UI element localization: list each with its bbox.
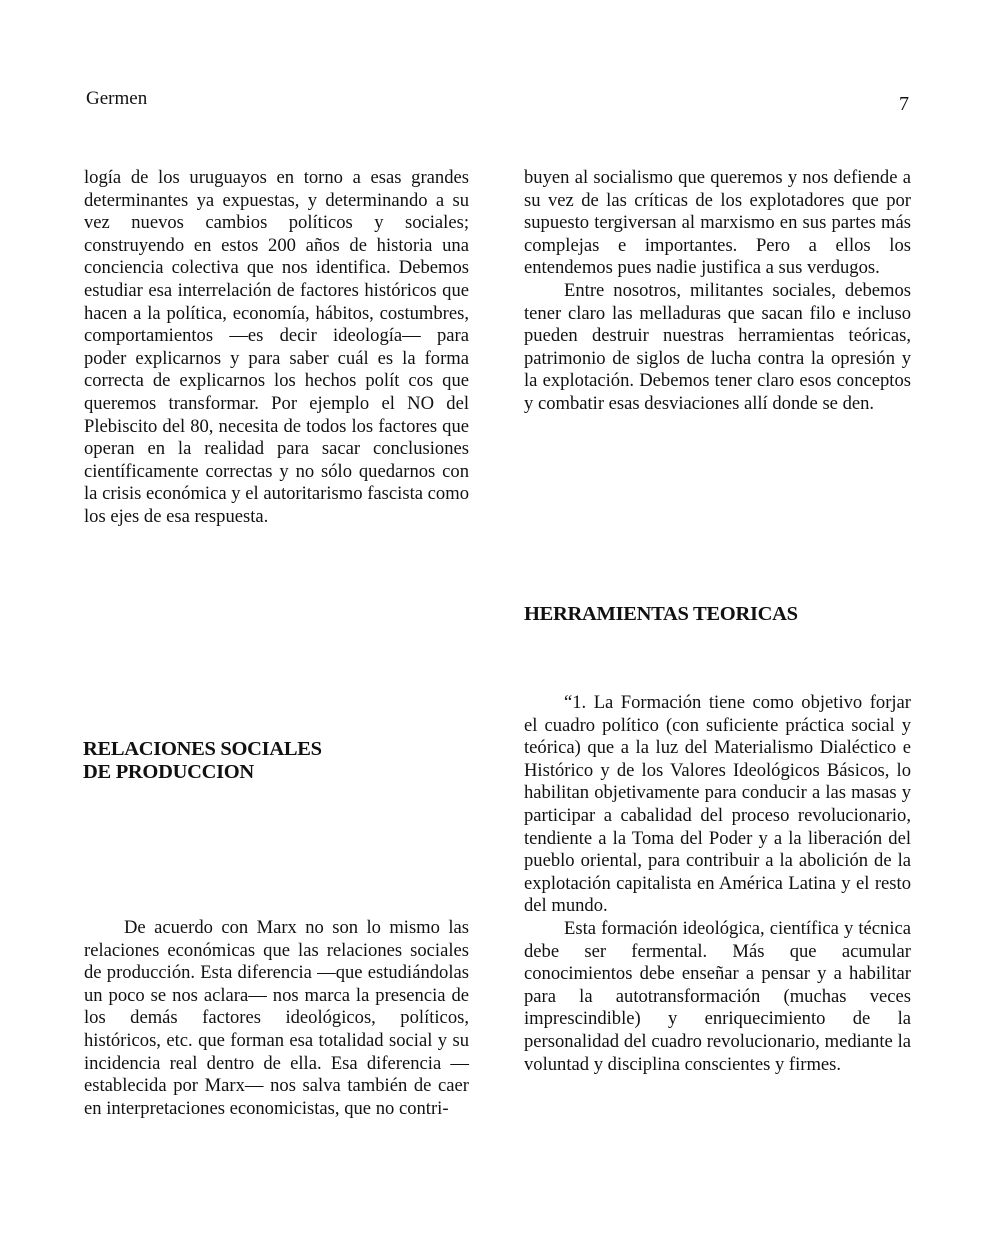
body-paragraph: Entre nosotros, militantes sociales, debemos tener claro las melladuras que sacan filo e incluso pueden destruir nuestras herramientas teóricas, patrimonio de siglos de lucha contra la opresión y la explotación. Debemos tener claro esos conceptos y combatir esas desviaciones allí donde se den. bbox=[524, 279, 911, 414]
body-paragraph: buyen al socialismo que queremos y nos defiende a su vez de las críticas de los explotadores que por supuesto tergiversan al marxismo en sus partes más complejas e importantes. Pero a ellos los entendemos pues nadie justifica a sus verdugos. bbox=[524, 167, 911, 279]
left-column-text-bottom bbox=[84, 917, 469, 1120]
section-heading-line: DE PRODUCCION bbox=[83, 761, 254, 783]
left-column-text-top bbox=[84, 167, 469, 529]
section-heading-line: RELACIONES SOCIALES bbox=[83, 738, 322, 760]
right-column-text-bottom bbox=[524, 692, 911, 1076]
section-heading-line: HERRAMIENTAS TEORICAS bbox=[524, 603, 798, 625]
section-heading-herramientas-teoricas bbox=[524, 603, 798, 626]
quoted-paragraph: “1. La Formación tiene como objetivo forjar el cuadro político (con suficiente práctica social y teórica) que a la luz del Materialismo Dialéctico e Histórico y de los Valores Ideológicos Básicos, lo habilitan objetivamente para conducir a las masas y participar a cabalidad del proceso revolucionario, tendiente a la Toma del Poder y a la liberación del pueblo oriental, para contribuir a la abolición de la explotación capitalista en América Latina y el resto del mundo. bbox=[524, 692, 911, 917]
body-paragraph: Esta formación ideológica, científica y técnica debe ser fermental. Más que acumular conocimientos debe enseñar a pensar y a habilitar para la autotransformación (muchas veces imprescindible) y enriquecimiento de la personalidad del cuadro revolucionario, mediante la voluntad y disciplina conscientes y firmes. bbox=[524, 917, 911, 1075]
right-column-text-top bbox=[524, 167, 911, 416]
running-head: Germen bbox=[86, 88, 148, 109]
page-number: 7 bbox=[899, 93, 909, 115]
section-heading-relaciones-sociales bbox=[83, 738, 322, 784]
body-paragraph: logía de los uruguayos en torno a esas grandes determinantes ya expuestas, y determinando a su vez nuevos cambios políticos y sociales; construyendo en estos 200 años de historia una conciencia colectiva que nos identifica. Debemos estudiar esa interrelación de factores históricos que hacen a la política, economía, hábitos, costumbres, comportamientos —es decir ideología— para poder explicarnos y para saber cuál es la forma correcta de explicarnos los hechos polít cos que queremos transformar. Por ejemplo el NO del Plebiscito del 80, necesita de todos los factores que operan en la realidad para sacar conclusiones científicamente correctas y no sólo quedarnos con la crisis económica y el autoritarismo fascista como los ejes de esa respuesta. bbox=[84, 167, 469, 527]
body-paragraph: De acuerdo con Marx no son lo mismo las relaciones económicas que las relaciones sociales de producción. Esta diferencia —que estudiándolas un poco se nos aclara— nos marca la presencia de los demás factores ideológicos, políticos, históricos, etc. que forman esa totalidad social y su incidencia real dentro de ella. Esa diferencia —establecida por Marx— nos salva también de caer en interpretaciones economicistas, que no contri- bbox=[84, 917, 469, 1119]
